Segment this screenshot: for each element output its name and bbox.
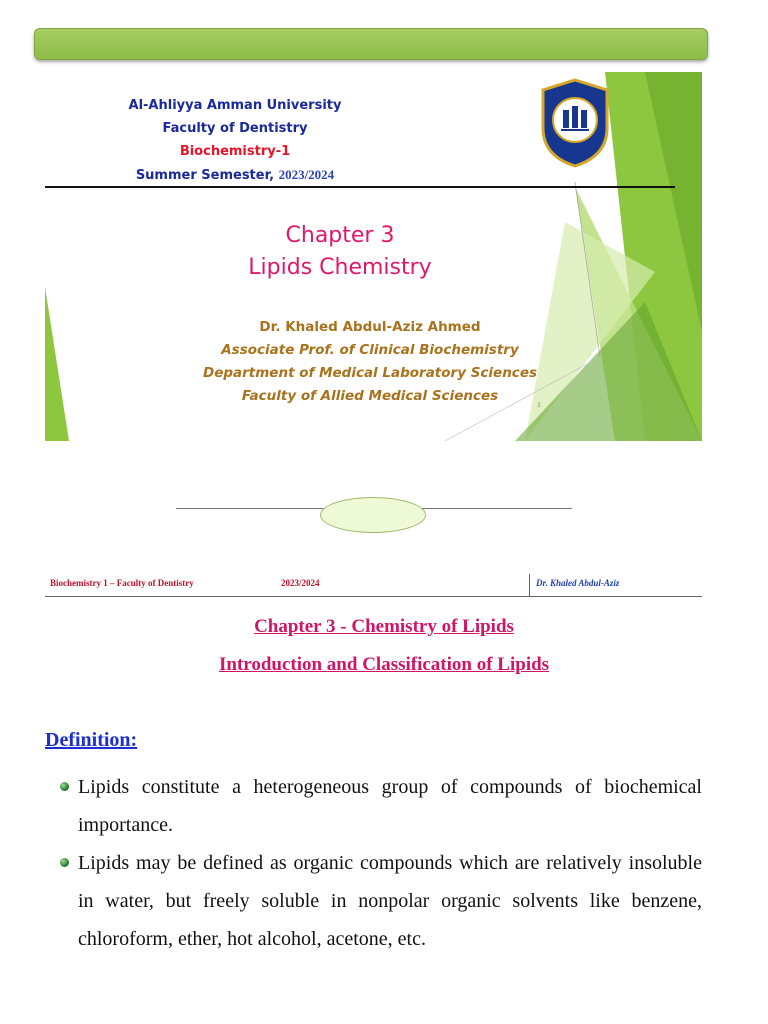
author-position: Associate Prof. of Clinical Biochemistry xyxy=(221,342,519,358)
title-slide xyxy=(45,72,702,441)
top-banner-bar xyxy=(34,28,708,60)
chapter-title xyxy=(175,220,505,284)
slide-number: 3 xyxy=(537,402,541,409)
bullet-dot-icon xyxy=(60,782,69,791)
semester-year: 2023/2024 xyxy=(278,167,335,182)
slide-divider-line xyxy=(45,186,675,188)
bullet-item xyxy=(60,844,702,958)
definition-label: Definition: xyxy=(45,729,138,751)
author-info xyxy=(175,316,565,408)
separator-oval xyxy=(320,497,426,533)
header-author: Dr. Khaled Abdul-Aziz xyxy=(529,574,619,596)
bullet-text: Lipids may be defined as organic compounds which are relatively insoluble in water, but freely soluble in nonpolar organic solvents like benzene, chloroform, ether, hot alcohol, acetone, etc. xyxy=(78,852,702,950)
faculty-name: Faculty of Dentistry xyxy=(162,121,308,136)
chapter-name: Lipids Chemistry xyxy=(248,255,432,280)
left-green-shape xyxy=(45,287,69,441)
bullet-text: Lipids constitute a heterogeneous group of compounds of biochemical importance. xyxy=(78,776,702,836)
semester-line xyxy=(105,163,365,187)
chapter-heading: Chapter 3 - Chemistry of Lipids xyxy=(254,616,514,637)
definition-bullets xyxy=(60,768,702,958)
section-heading: Introduction and Classification of Lipids xyxy=(218,654,550,675)
header-course: Biochemistry 1 – Faculty of Dentistry xyxy=(50,578,194,588)
university-name: Al-Ahliyya Amman University xyxy=(128,98,342,113)
author-name: Dr. Khaled Abdul-Aziz Ahmed xyxy=(259,319,481,335)
semester-label: Summer Semester, xyxy=(135,168,275,183)
bullet-item xyxy=(60,768,702,844)
university-info xyxy=(105,94,365,187)
course-name: Biochemistry-1 xyxy=(179,144,291,159)
bullet-dot-icon xyxy=(60,858,69,867)
header-year: 2023/2024 xyxy=(281,578,320,588)
chapter-number: Chapter 3 xyxy=(285,223,395,248)
university-logo-icon xyxy=(539,78,611,168)
document-header xyxy=(45,574,702,597)
author-department: Department of Medical Laboratory Sciences xyxy=(202,365,538,381)
author-faculty: Faculty of Allied Medical Sciences xyxy=(241,388,499,404)
